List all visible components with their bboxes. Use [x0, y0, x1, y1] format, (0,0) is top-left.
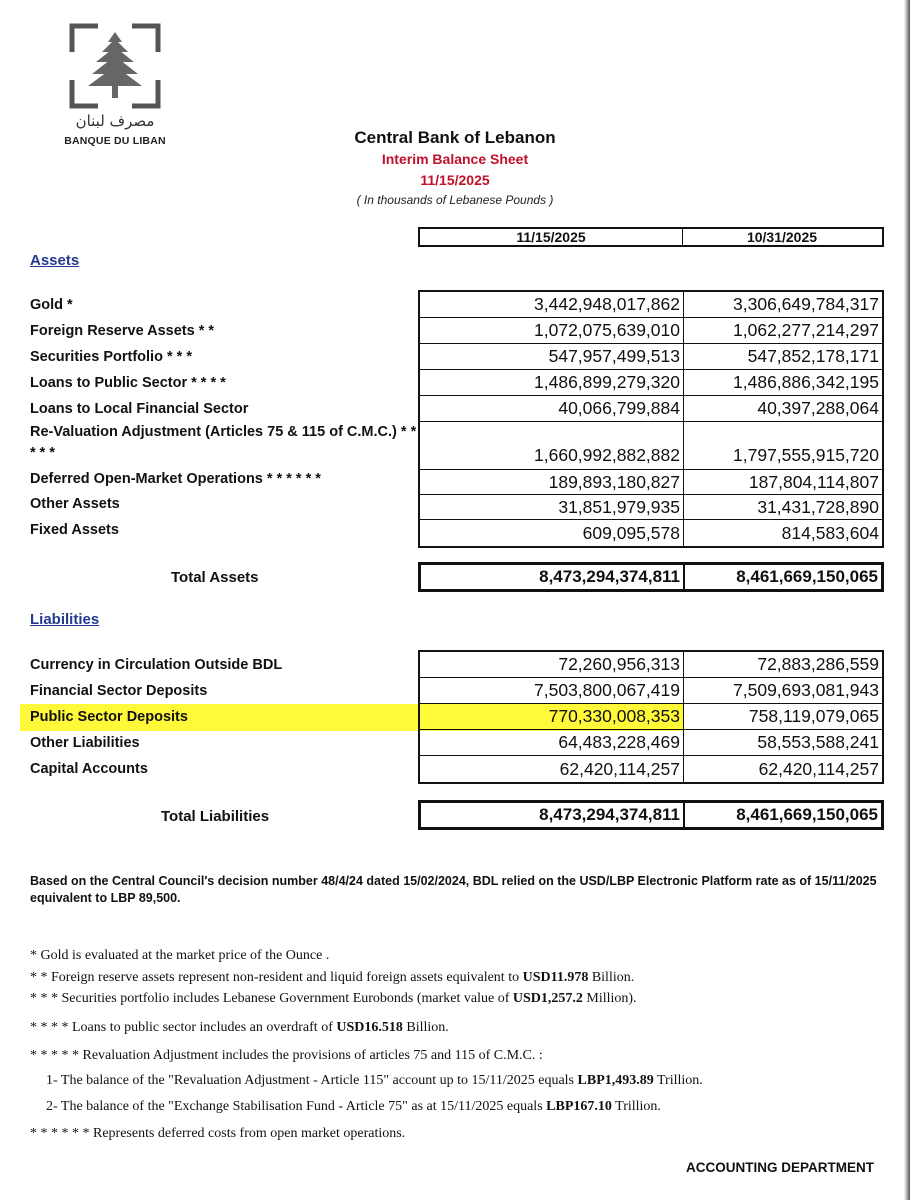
document-date: 11/15/2025: [420, 172, 490, 188]
bank-name: Central Bank of Lebanon: [354, 128, 556, 147]
value-previous: 7,509,693,081,943: [733, 680, 879, 700]
exchange-rate-note: Based on the Central Council's decision number 48/4/24 dated 15/02/2024, BDL relied on the USD/LBP Electronic Platform rate as of 15/11/2025 equivalent to LBP 89,500.: [30, 874, 877, 905]
liabilities-table: [418, 650, 884, 784]
value-previous: 40,397,288,064: [757, 398, 879, 418]
value-previous: 1,486,886,342,195: [733, 372, 879, 392]
column-headers: [418, 227, 884, 247]
liability-label-capital: Capital Accounts: [30, 761, 148, 777]
asset-label-gold: Gold *: [30, 297, 73, 313]
total-liabilities-previous: 8,461,669,150,065: [736, 805, 878, 824]
value-current: 64,483,228,469: [420, 730, 684, 755]
asset-label-loans-public: Loans to Public Sector * * * *: [30, 375, 226, 391]
cedar-logo: [68, 22, 162, 110]
value-current: 62,420,114,257: [420, 756, 684, 782]
table-row: [420, 730, 882, 756]
footnote-revaluation-item-2: 2- The balance of the "Exchange Stabilisation Fund - Article 75" as at 15/11/2025 equals LBP167.10 Trillion.: [46, 1099, 661, 1114]
value-previous: 814,583,604: [781, 522, 879, 543]
table-row: [420, 318, 882, 344]
logo-english-text: BANQUE DU LIBAN: [64, 135, 166, 147]
value-current: 7,503,800,067,419: [420, 678, 684, 703]
footnote-loans: * * * * Loans to public sector includes an overdraft of USD16.518 Billion.: [30, 1020, 449, 1035]
total-assets-previous: 8,461,669,150,065: [736, 567, 878, 586]
asset-label-deferred: Deferred Open-Market Operations * * * * * *: [30, 471, 321, 487]
value-previous: 31,431,728,890: [757, 496, 879, 517]
value-current: 1,072,075,639,010: [420, 318, 684, 343]
document-title: Interim Balance Sheet: [381, 151, 529, 167]
value-current: 1,660,992,882,882: [420, 422, 684, 469]
asset-label-foreign-reserve: Foreign Reserve Assets * *: [30, 323, 215, 339]
asset-label-revaluation: Re-Valuation Adjustment (Articles 75 & 115 of C.M.C.) * * * * *: [30, 424, 417, 461]
asset-label-securities: Securities Portfolio * * *: [30, 349, 192, 365]
table-row: [420, 370, 882, 396]
value-current: 770,330,008,353: [420, 704, 684, 729]
value-previous: 758,119,079,065: [748, 706, 879, 726]
total-liabilities-box: [418, 800, 884, 830]
cedar-tree-icon: [88, 32, 142, 98]
liabilities-heading: Liabilities: [30, 611, 100, 628]
total-assets-box: [418, 562, 884, 592]
value-current: 1,486,899,279,320: [420, 370, 684, 395]
footnote-deferred: * * * * * * Represents deferred costs from open market operations.: [30, 1126, 406, 1141]
value-current: 72,260,956,313: [420, 652, 684, 677]
column-header-current: 11/15/2025: [420, 229, 683, 245]
total-assets-label: Total Assets: [171, 569, 259, 586]
asset-label-fixed: Fixed Assets: [30, 522, 119, 538]
assets-table: [418, 290, 884, 548]
value-current: 189,893,180,827: [420, 470, 684, 494]
liability-label-other: Other Liabilities: [30, 735, 140, 751]
value-previous: 187,804,114,807: [748, 471, 879, 492]
column-header-previous: 10/31/2025: [746, 229, 818, 245]
footnote-foreign-reserve: * * Foreign reserve assets represent non-resident and liquid foreign assets equivalent to USD11.978 Billion.: [30, 970, 635, 985]
logo-arabic-text: مصرف لبنان: [75, 112, 155, 130]
footnote-gold: * Gold is evaluated at the market price of the Ounce .: [30, 948, 330, 963]
table-row: [420, 422, 882, 470]
value-previous: 72,883,286,559: [757, 654, 879, 674]
units-note: ( In thousands of Lebanese Pounds ): [356, 193, 554, 207]
page-edge-shadow: [904, 0, 910, 1200]
value-previous: 1,062,277,214,297: [733, 320, 879, 340]
assets-heading: Assets: [30, 252, 80, 269]
liability-label-currency: Currency in Circulation Outside BDL: [30, 657, 283, 673]
value-current: 31,851,979,935: [420, 495, 684, 519]
asset-label-loans-local: Loans to Local Financial Sector: [30, 401, 249, 417]
total-assets-current: 8,473,294,374,811: [421, 565, 685, 589]
value-current: 40,066,799,884: [420, 396, 684, 421]
footnote-securities: * * * Securities portfolio includes Lebanese Government Eurobonds (market value of USD1,257.2 Million).: [30, 991, 637, 1006]
footnote-revaluation-item-1: 1- The balance of the "Revaluation Adjustment - Article 115" account up to 15/11/2025 equals LBP1,493.89 Trillion.: [46, 1073, 703, 1088]
value-previous: 547,852,178,171: [747, 346, 879, 366]
table-row: [420, 396, 882, 422]
value-current: 547,957,499,513: [420, 344, 684, 369]
value-previous: 58,553,588,241: [757, 732, 879, 752]
total-liabilities-label: Total Liabilities: [161, 808, 270, 825]
table-row: [420, 704, 882, 730]
table-row: [420, 652, 882, 678]
total-liabilities-current: 8,473,294,374,811: [421, 803, 685, 827]
table-row: [420, 470, 882, 495]
table-row: [420, 756, 882, 782]
value-current: 3,442,948,017,862: [420, 292, 684, 317]
accounting-department: ACCOUNTING DEPARTMENT: [686, 1160, 874, 1175]
value-previous: 1,797,555,915,720: [733, 445, 879, 465]
table-row: [420, 678, 882, 704]
asset-label-other: Other Assets: [30, 496, 120, 512]
table-row: [420, 495, 882, 520]
liability-label-public-deposits: Public Sector Deposits: [30, 709, 188, 725]
value-previous: 3,306,649,784,317: [733, 294, 879, 314]
value-previous: 62,420,114,257: [758, 758, 879, 779]
table-row: [420, 292, 882, 318]
value-current: 609,095,578: [420, 520, 684, 546]
table-row: [420, 344, 882, 370]
liability-label-financial-deposits: Financial Sector Deposits: [30, 683, 208, 699]
table-row: [420, 520, 882, 546]
footnote-revaluation: * * * * * Revaluation Adjustment includes the provisions of articles 75 and 115 of C.M.C. :: [30, 1048, 543, 1063]
